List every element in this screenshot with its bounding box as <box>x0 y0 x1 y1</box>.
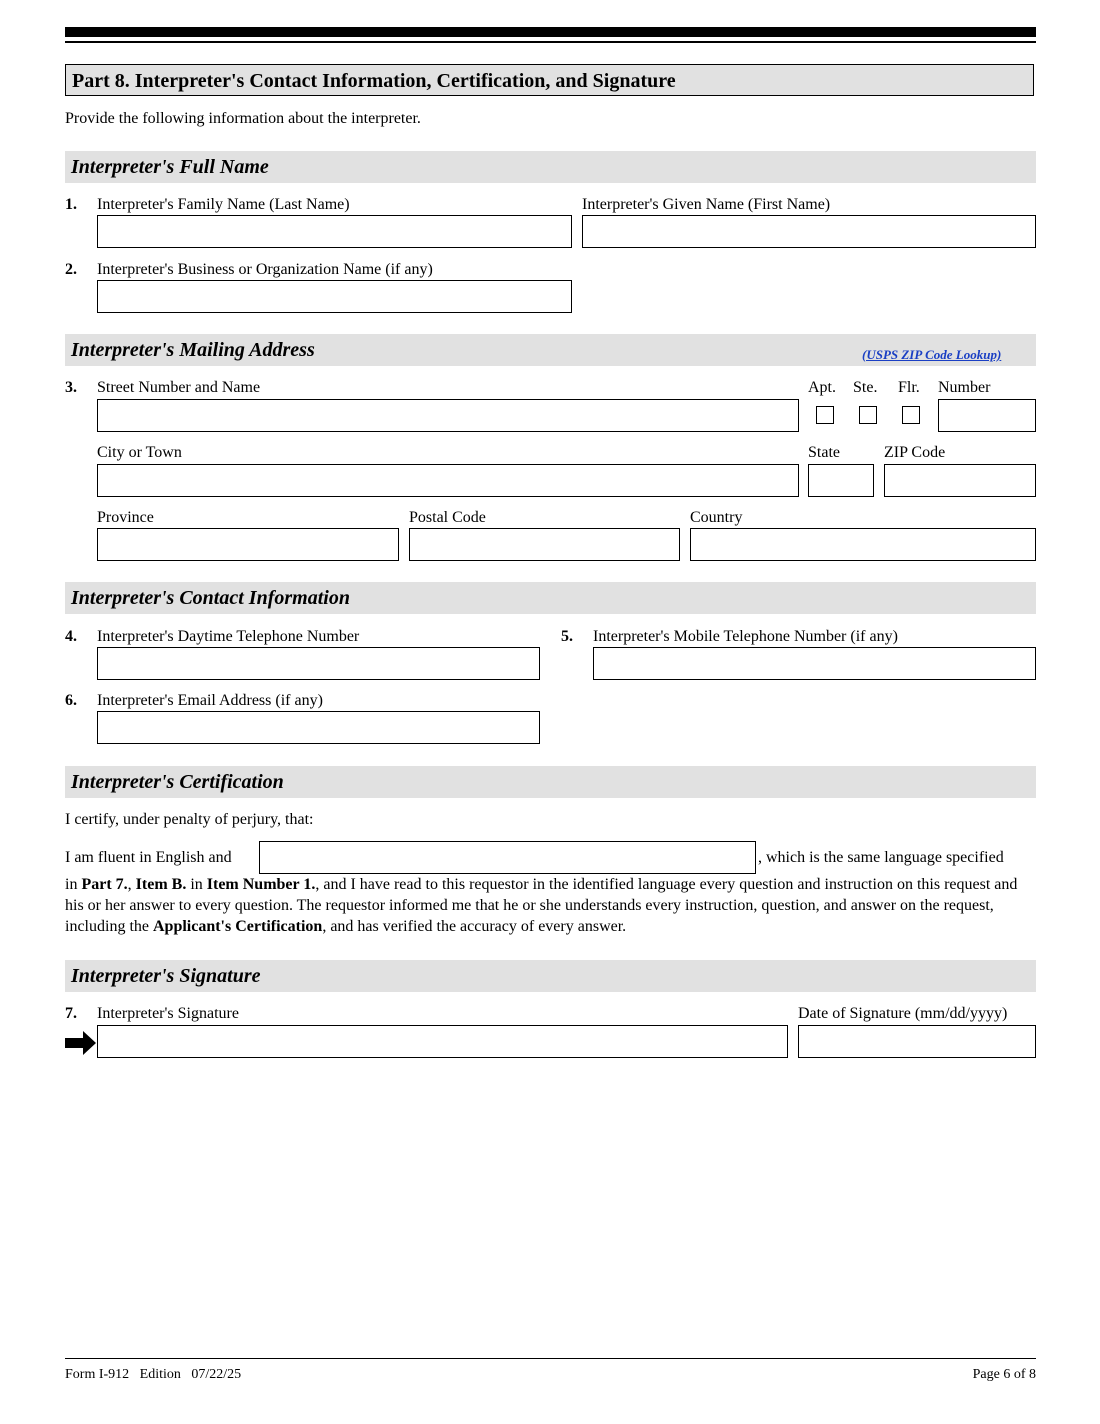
item-number-1: 1. <box>65 196 77 213</box>
city-label: City or Town <box>97 444 182 461</box>
signature-label: Interpreter's Signature <box>97 1005 239 1022</box>
fluent-suffix: , which is the same language specified <box>758 849 1004 866</box>
section-contact-info: Interpreter's Contact Information <box>65 582 1036 614</box>
cert-text-part7: Part 7. <box>81 876 128 893</box>
business-name-label: Interpreter's Business or Organization Name (if any) <box>97 261 433 278</box>
given-name-field[interactable] <box>582 215 1036 248</box>
state-label: State <box>808 444 840 461</box>
arrow-right-icon <box>65 1031 97 1055</box>
country-field[interactable] <box>690 528 1036 561</box>
section-full-name: Interpreter's Full Name <box>65 151 1036 183</box>
cert-text-itemb: Item B. <box>135 876 187 893</box>
province-field[interactable] <box>97 528 399 561</box>
street-field[interactable] <box>97 399 799 432</box>
country-label: Country <box>690 509 743 526</box>
postal-code-field[interactable] <box>409 528 680 561</box>
footer-form-edition: Form I-912 Edition 07/22/25 <box>65 1367 242 1382</box>
street-label: Street Number and Name <box>97 379 261 396</box>
footer-rule <box>65 1358 1036 1359</box>
item-number-6: 6. <box>65 692 77 709</box>
language-field[interactable] <box>259 841 756 874</box>
certification-paragraph <box>65 874 1037 937</box>
cert-text-comma: , <box>127 876 136 893</box>
mobile-phone-field[interactable] <box>593 647 1036 680</box>
mobile-phone-label: Interpreter's Mobile Telephone Number (if any) <box>593 628 898 645</box>
zip-label: ZIP Code <box>884 444 946 461</box>
top-rule-thin <box>65 41 1036 43</box>
item-number-3: 3. <box>65 379 77 396</box>
daytime-phone-field[interactable] <box>97 647 540 680</box>
unit-number-field[interactable] <box>938 399 1036 432</box>
usps-zip-lookup-link[interactable]: (USPS ZIP Code Lookup) <box>862 347 1002 362</box>
ste-label: Ste. <box>853 379 878 396</box>
top-rule-thick <box>65 27 1036 37</box>
cert-text-rest2: , and has verified the accuracy of every answer. <box>322 918 627 935</box>
flr-label: Flr. <box>898 379 920 396</box>
item-number-5: 5. <box>561 628 573 645</box>
footer-page-number: Page 6 of 8 <box>972 1367 1036 1382</box>
signature-date-label: Date of Signature (mm/dd/yyyy) <box>798 1005 1008 1022</box>
part-header: Part 8. Interpreter's Contact Information, Certification, and Signature <box>65 64 1034 96</box>
signature-field[interactable] <box>97 1025 788 1058</box>
given-name-label: Interpreter's Given Name (First Name) <box>582 196 831 213</box>
cert-text-rest1: , and I have read to this requestor in the identified language every question and instruction on this request and his or her answer to every question. The requestor informed me that he or she understands every instruction, question, and answer on the request, including the <box>65 876 1018 935</box>
item-number-2: 2. <box>65 261 77 278</box>
postal-code-label: Postal Code <box>409 509 486 526</box>
family-name-label: Interpreter's Family Name (Last Name) <box>97 196 350 213</box>
daytime-phone-label: Interpreter's Daytime Telephone Number <box>97 628 360 645</box>
ste-checkbox[interactable] <box>859 406 877 424</box>
cert-text-in: in <box>65 876 82 893</box>
business-name-field[interactable] <box>97 280 572 313</box>
cert-text-appcert: Applicant's Certification <box>152 918 323 935</box>
email-label: Interpreter's Email Address (if any) <box>97 692 323 709</box>
section-mailing-address: Interpreter's Mailing Address <box>65 334 1036 366</box>
signature-date-field[interactable] <box>798 1025 1036 1058</box>
section-signature: Interpreter's Signature <box>65 960 1036 992</box>
item-number-7: 7. <box>65 1005 77 1022</box>
province-label: Province <box>97 509 154 526</box>
certify-intro: I certify, under penalty of perjury, that: <box>65 811 314 828</box>
state-field[interactable] <box>808 464 874 497</box>
apt-label: Apt. <box>808 379 836 396</box>
intro-text: Provide the following information about the interpreter. <box>65 110 421 127</box>
number-label: Number <box>938 379 991 396</box>
family-name-field[interactable] <box>97 215 572 248</box>
flr-checkbox[interactable] <box>902 406 920 424</box>
zip-field[interactable] <box>884 464 1036 497</box>
section-certification: Interpreter's Certification <box>65 766 1036 798</box>
apt-checkbox[interactable] <box>816 406 834 424</box>
email-field[interactable] <box>97 711 540 744</box>
fluent-prefix: I am fluent in English and <box>65 849 232 866</box>
item-number-4: 4. <box>65 628 77 645</box>
cert-text-itemnum: Item Number 1. <box>206 876 316 893</box>
cert-text-in2: in <box>186 876 207 893</box>
city-field[interactable] <box>97 464 799 497</box>
